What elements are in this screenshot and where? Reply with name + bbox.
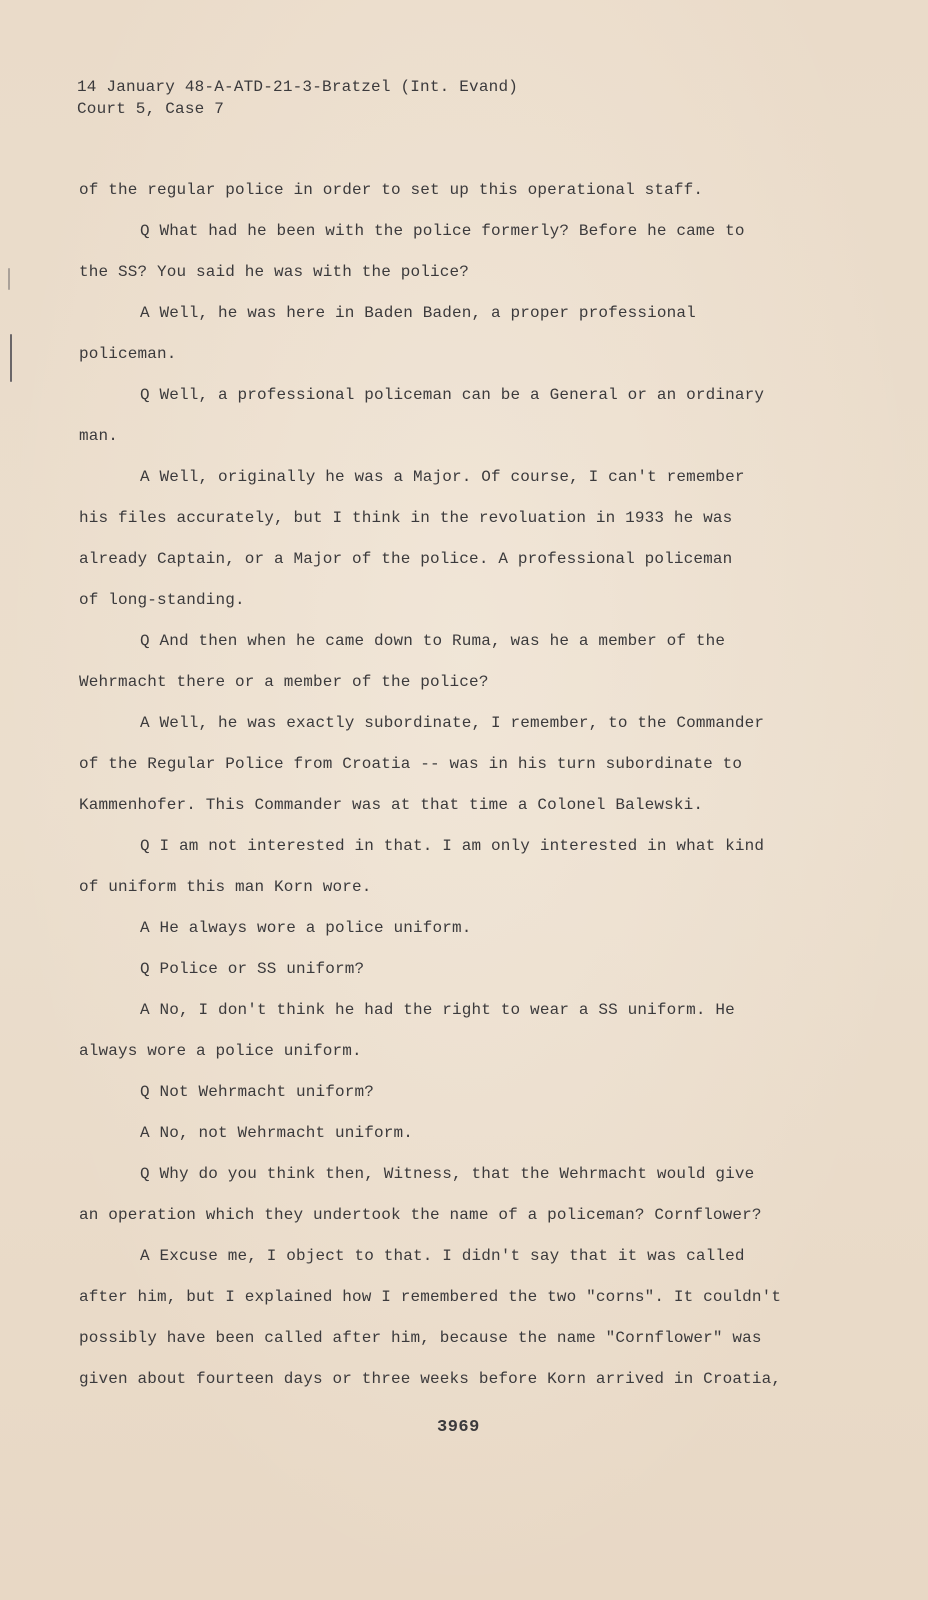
transcript-line: after him, but I explained how I remembered the two "corns". It couldn't	[79, 1288, 782, 1306]
transcript-line: Q What had he been with the police formerly? Before he came to	[140, 222, 745, 240]
transcript-line: Kammenhofer. This Commander was at that time a Colonel Balewski.	[79, 796, 704, 814]
transcript-line: of long-standing.	[79, 591, 245, 609]
transcript-line: A He always wore a police uniform.	[140, 919, 472, 937]
transcript-line: of the regular police in order to set up this operational staff.	[79, 181, 704, 199]
margin-pencil-mark	[8, 268, 10, 290]
transcript-line: A No, not Wehrmacht uniform.	[140, 1124, 414, 1142]
transcript-line: an operation which they undertook the name of a policeman? Cornflower?	[79, 1206, 762, 1224]
transcript-line: of the Regular Police from Croatia -- was in his turn subordinate to	[79, 755, 743, 773]
header-line-court-case: Court 5, Case 7	[77, 100, 225, 118]
transcript-line: A No, I don't think he had the right to wear a SS uniform. He	[140, 1001, 735, 1019]
transcript-line: Q Not Wehrmacht uniform?	[140, 1083, 375, 1101]
transcript-line: A Excuse me, I object to that. I didn't say that it was called	[140, 1247, 745, 1265]
header-line-date-reference: 14 January 48-A-ATD-21-3-Bratzel (Int. Evand)	[77, 78, 519, 96]
transcript-line: given about fourteen days or three weeks before Korn arrived in Croatia,	[79, 1370, 782, 1388]
transcript-line: Q Police or SS uniform?	[140, 960, 365, 978]
transcript-line: always wore a police uniform.	[79, 1042, 362, 1060]
transcript-line: A Well, originally he was a Major. Of course, I can't remember	[140, 468, 745, 486]
transcript-line: Q Why do you think then, Witness, that the Wehrmacht would give	[140, 1165, 755, 1183]
margin-pencil-mark	[10, 334, 12, 382]
transcript-line: man.	[79, 427, 119, 445]
transcript-line: of uniform this man Korn wore.	[79, 878, 372, 896]
transcript-line: possibly have been called after him, because the name "Cornflower" was	[79, 1329, 762, 1347]
transcript-line: his files accurately, but I think in the revoluation in 1933 he was	[79, 509, 733, 527]
transcript-line: the SS? You said he was with the police?	[79, 263, 470, 281]
page-number: 3969	[437, 1418, 480, 1437]
transcript-line: A Well, he was exactly subordinate, I remember, to the Commander	[140, 714, 765, 732]
transcript-line: Wehrmacht there or a member of the police?	[79, 673, 489, 691]
transcript-line: Q I am not interested in that. I am only interested in what kind	[140, 837, 765, 855]
transcript-line: Q And then when he came down to Ruma, was he a member of the	[140, 632, 726, 650]
transcript-line: policeman.	[79, 345, 177, 363]
document-header	[77, 76, 518, 120]
transcript-line: already Captain, or a Major of the police. A professional policeman	[79, 550, 733, 568]
transcript-line: Q Well, a professional policeman can be a General or an ordinary	[140, 386, 765, 404]
transcript-line: A Well, he was here in Baden Baden, a proper professional	[140, 304, 696, 322]
